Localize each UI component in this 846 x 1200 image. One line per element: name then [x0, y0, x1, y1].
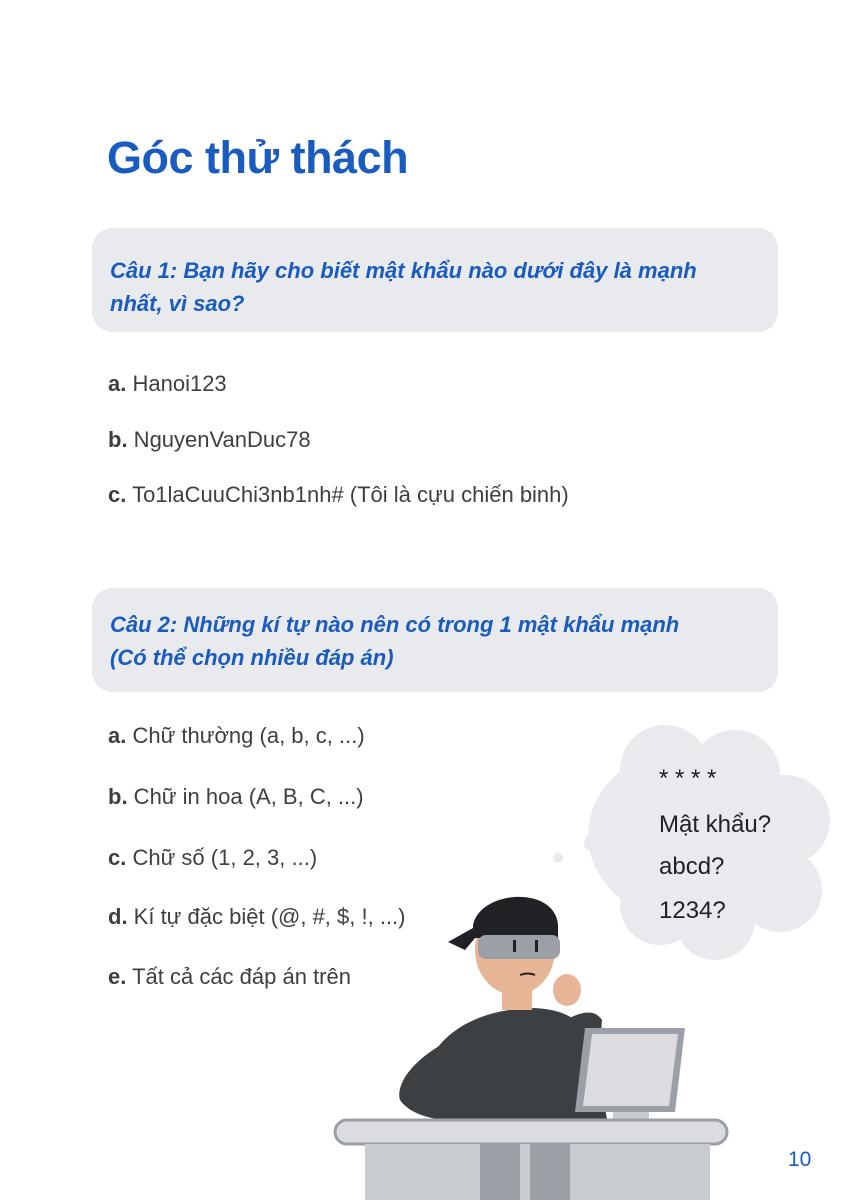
option-letter: c.: [108, 482, 127, 507]
q1-option-c: [108, 482, 569, 508]
hacker-illustration-icon: [330, 880, 750, 1200]
option-text: Kí tự đặc biệt (@, #, $, !, ...): [127, 904, 406, 929]
q1-option-b: [108, 427, 311, 453]
question-2-line-2: (Có thể chọn nhiều đáp án): [110, 645, 394, 670]
q2-option-e: [108, 964, 351, 990]
option-text: NguyenVanDuc78: [127, 427, 311, 452]
q1-option-a: [108, 371, 227, 397]
question-1-box: [92, 228, 778, 332]
option-letter: c.: [108, 845, 127, 870]
option-text: Chữ in hoa (A, B, C, ...): [127, 784, 364, 809]
option-letter: a.: [108, 371, 127, 396]
option-letter: b.: [108, 427, 128, 452]
question-1-line-2: nhất, vì sao?: [110, 291, 245, 316]
option-text: Chữ thường (a, b, c, ...): [126, 723, 365, 748]
page-title: Góc thử thách: [107, 132, 409, 183]
option-letter: b.: [108, 784, 128, 809]
option-text: Tất cả các đáp án trên: [126, 964, 351, 989]
page-number: 10: [788, 1148, 812, 1171]
bubble-line-2: Mật khẩu?: [659, 811, 772, 838]
bubble-line-3: abcd?: [659, 853, 725, 880]
q2-option-a: [108, 723, 365, 749]
q2-option-c: [108, 845, 317, 871]
question-2-box: [92, 588, 778, 692]
option-letter: e.: [108, 964, 127, 989]
option-letter: a.: [108, 723, 127, 748]
question-2-line-1: Câu 2: Những kí tự nào nên có trong 1 mật khẩu mạnh: [110, 612, 680, 637]
option-text: Hanoi123: [126, 371, 227, 396]
option-text: Chữ số (1, 2, 3, ...): [126, 845, 318, 870]
question-1-line-1: Câu 1: Bạn hãy cho biết mật khẩu nào dưới đây là mạnh: [110, 258, 697, 283]
option-letter: d.: [108, 904, 128, 929]
option-text: To1laCuuChi3nb1nh# (Tôi là cựu chiến binh): [126, 482, 569, 507]
bubble-line-4: 1234?: [659, 897, 726, 924]
bubble-line-1: * * * *: [659, 765, 717, 792]
q2-option-b: [108, 784, 364, 810]
